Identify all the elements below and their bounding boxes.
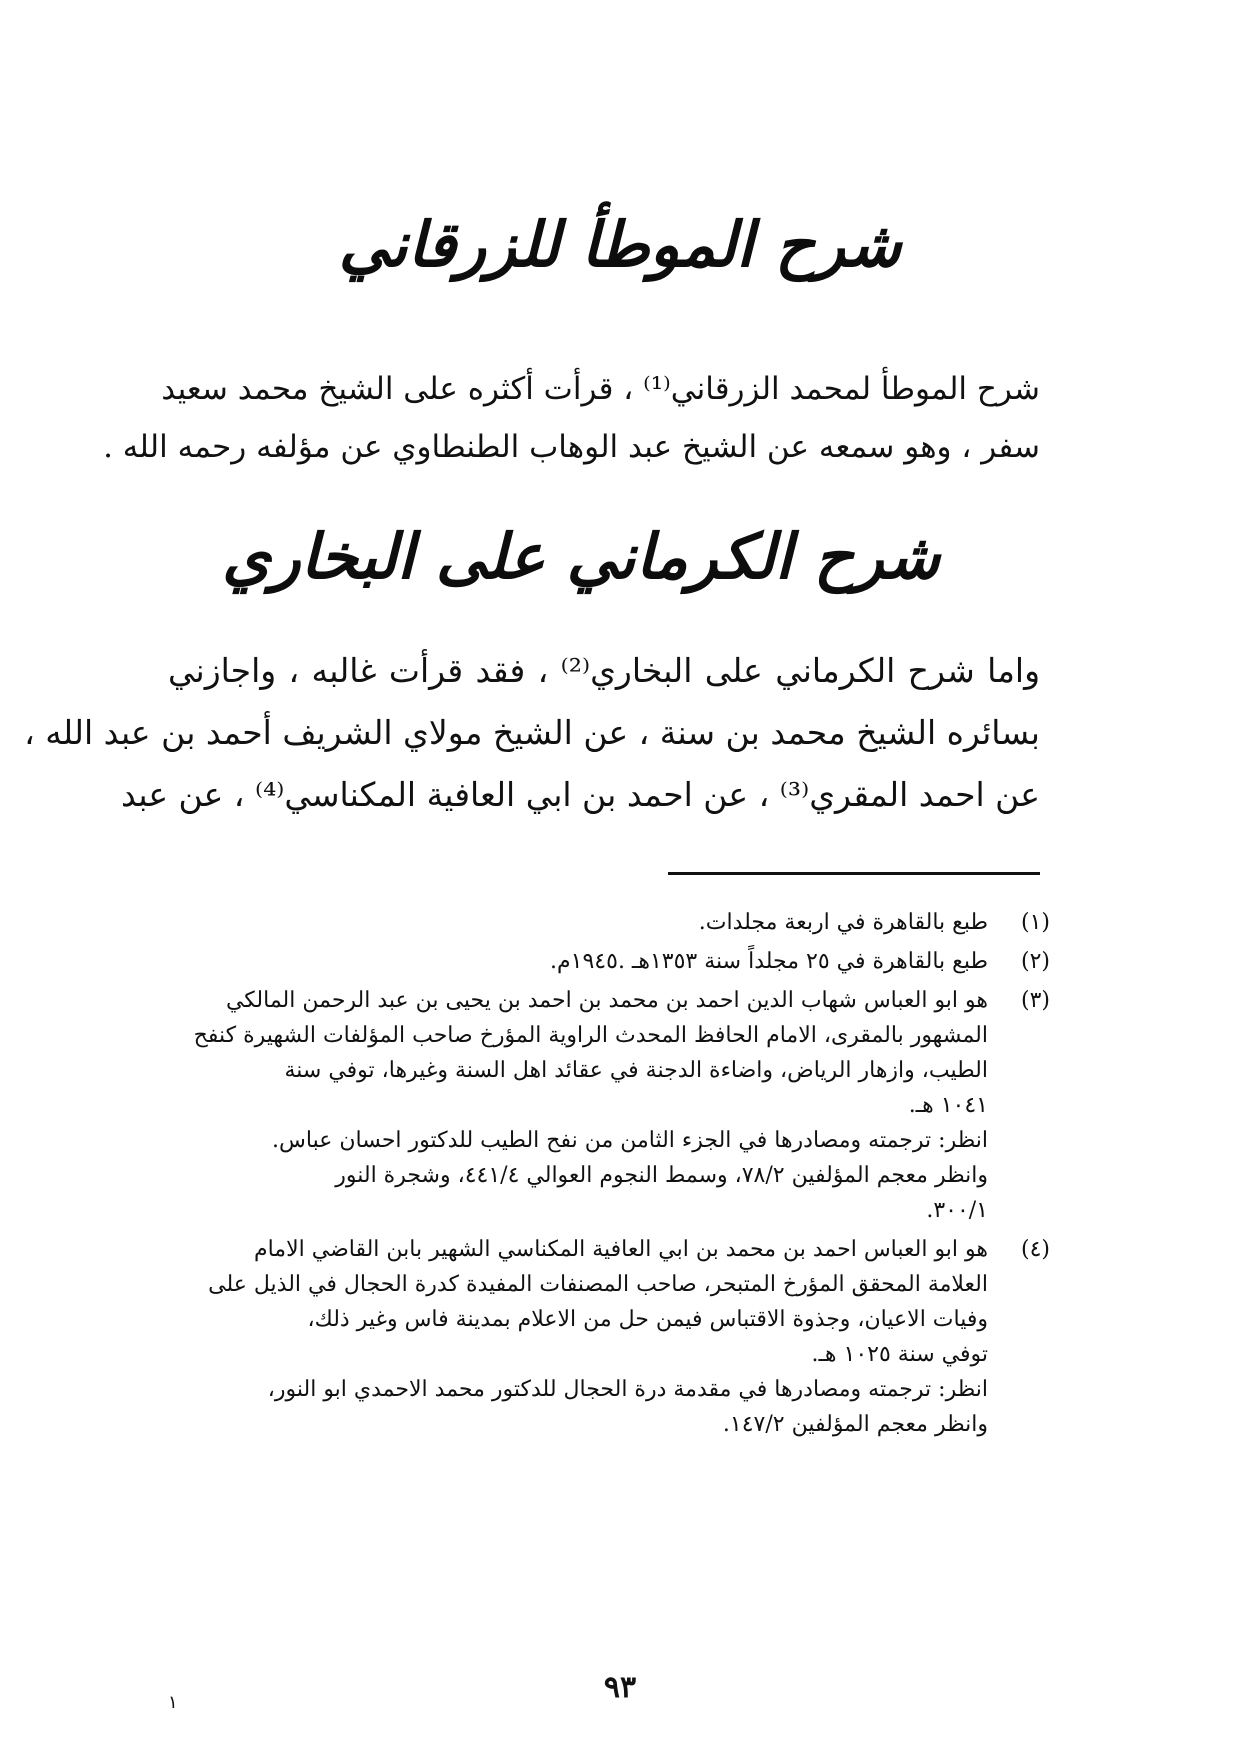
footnote-reference: انظر: ترجمته ومصادرها في الجزء الثامن من نفح الطيب للدكتور احسان عباس. bbox=[272, 1128, 988, 1153]
footnotes bbox=[150, 905, 1050, 1446]
footnote-number: (٤) bbox=[1020, 1237, 1050, 1262]
footnote-number: (٣) bbox=[1020, 988, 1050, 1013]
footnote-reference: وانظر معجم المؤلفين ١٤٧/٢. bbox=[722, 1412, 988, 1437]
footnote-body bbox=[150, 1232, 988, 1442]
footnote-reference: ٣٠٠/١. bbox=[926, 1198, 988, 1223]
footnote-line: الطيب، وازهار الرياض، واضاءة الدجنة في عقائد اهل السنة وغيرها، توفي سنة bbox=[284, 1058, 988, 1083]
paragraph-line: واما شرح الكرماني على البخاري⁽²⁾ ، فقد قرأت غالبه ، واجازني bbox=[168, 651, 1041, 690]
footnote-number: (٢) bbox=[1020, 949, 1050, 974]
footnote-line: طبع بالقاهرة في ٢٥ مجلداً سنة ١٣٥٣هـ .١٩٤٥م. bbox=[550, 949, 988, 974]
footnote-1 bbox=[150, 905, 1050, 940]
footnote-line: توفي سنة ١٠٢٥ هـ. bbox=[811, 1342, 988, 1367]
section-title-zurqani: شرح الموطأ للزرقاني bbox=[338, 208, 902, 281]
footnote-line: هو ابو العباس شهاب الدين احمد بن محمد بن احمد بن يحيى بن عبد الرحمن المالكي bbox=[225, 988, 988, 1013]
footnote-3 bbox=[150, 983, 1050, 1228]
paragraph-zurqani bbox=[103, 360, 1040, 476]
paragraph-line: بسائره الشيخ محمد بن سنة ، عن الشيخ مولاي الشريف أحمد بن عبد الله ، bbox=[24, 713, 1040, 752]
footnote-body bbox=[150, 983, 988, 1228]
paragraph-line: سفر ، وهو سمعه عن الشيخ عبد الوهاب الطنطاوي عن مؤلفه رحمه الله . bbox=[103, 429, 1040, 465]
footnote-2 bbox=[150, 944, 1050, 979]
footnote-line: هو ابو العباس احمد بن محمد بن ابي العافية المكناسي الشهير بابن القاضي الامام bbox=[253, 1237, 988, 1262]
footnote-reference: انظر: ترجمته ومصادرها في مقدمة درة الحجال للدكتور محمد الاحمدي ابو النور، bbox=[267, 1377, 988, 1402]
footnote-line: العلامة المحقق المؤرخ المتبحر، صاحب المصنفات المفيدة كدرة الحجال في الذيل على bbox=[208, 1272, 988, 1297]
footnote-line: وفيات الاعيان، وجذوة الاقتباس فيمن حل من الاعلام بمدينة فاس وغير ذلك، bbox=[307, 1307, 988, 1332]
footnote-body bbox=[150, 905, 988, 940]
section-title-kirmani: شرح الكرماني على البخاري bbox=[222, 520, 940, 593]
footnote-4 bbox=[150, 1232, 1050, 1442]
footnote-line: طبع بالقاهرة في اربعة مجلدات. bbox=[698, 910, 988, 935]
footnote-line: المشهور بالمقرى، الامام الحافظ المحدث الراوية المؤرخ صاحب المؤلفات الشهيرة كنفح bbox=[193, 1023, 988, 1048]
footnote-body bbox=[150, 944, 988, 979]
paragraph-line: عن احمد المقري⁽³⁾ ، عن احمد بن ابي العافية المكناسي⁽⁴⁾ ، عن عبد bbox=[121, 775, 1040, 814]
footnote-reference: وانظر معجم المؤلفين ٧٨/٢، وسمط النجوم العوالي ٤٤١/٤، وشجرة النور bbox=[335, 1163, 988, 1188]
paragraph-kirmani bbox=[24, 640, 1041, 826]
page-number: ٩٣ bbox=[603, 1670, 637, 1705]
footnote-line: ١٠٤١ هـ. bbox=[908, 1093, 988, 1118]
corner-mark: ١ bbox=[168, 1692, 178, 1713]
footnote-divider bbox=[668, 872, 1040, 875]
paragraph-line: شرح الموطأ لمحمد الزرقاني⁽¹⁾ ، قرأت أكثره على الشيخ محمد سعيد bbox=[161, 371, 1040, 407]
footnote-number: (١) bbox=[1020, 910, 1050, 935]
